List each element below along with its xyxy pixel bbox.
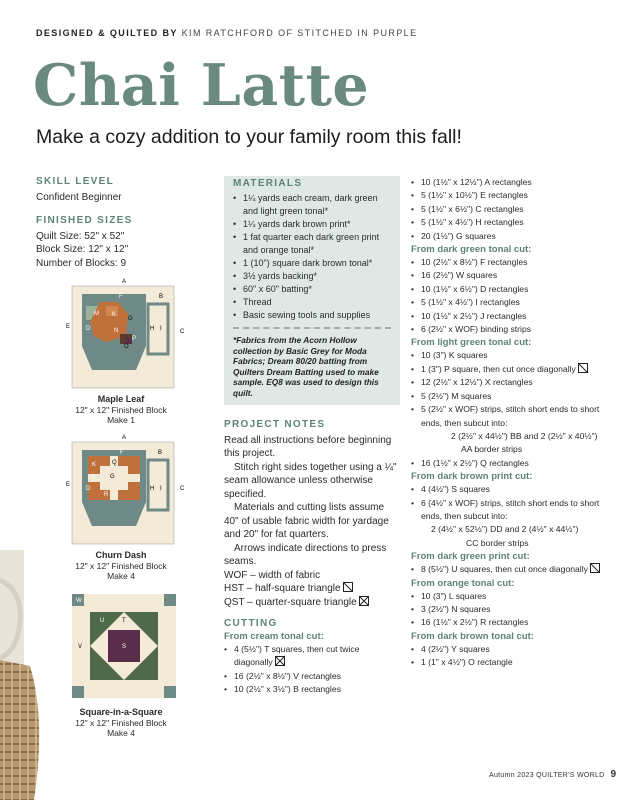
- list-item: • 10 (3") K squares: [411, 349, 611, 362]
- label-b: B: [159, 294, 164, 300]
- label-n: N: [114, 328, 119, 334]
- list-item: • 16 (2½") W squares: [411, 269, 611, 282]
- label-d: D: [86, 326, 91, 332]
- dark-green-print-heading: From dark green print cut:: [411, 551, 530, 563]
- label-h: H: [150, 486, 155, 492]
- list-item-subcut: 2 (2½" x 44½") BB and 2 (2½" x 40½"): [451, 430, 598, 441]
- list-item: • 1¼ yards dark brown print*: [233, 218, 391, 231]
- list-item: • 20 (1½") G squares: [411, 230, 611, 243]
- page-number: 9: [610, 769, 617, 780]
- pattern-title: Chai Latte: [33, 52, 370, 119]
- list-item: • 60" x 60" batting*: [233, 283, 391, 296]
- list-item: • 3½ yards backing*: [233, 270, 391, 283]
- list-item: • 5 (1½" x 10½") E rectangles: [411, 189, 611, 202]
- dark-brown-tonal-heading: From dark brown tonal cut:: [411, 630, 534, 642]
- materials-section: [224, 176, 400, 405]
- cream-tonal-heading: From cream tonal cut:: [224, 631, 324, 642]
- label-f: F: [120, 450, 124, 456]
- label-k: K: [112, 312, 117, 318]
- watermark: PassionForum.ru: [552, 787, 629, 797]
- label-a: A: [122, 279, 127, 285]
- list-item: • 1 (10") square dark brown tonal*: [233, 257, 391, 270]
- list-item: • 6 (2½" x WOF) binding strips: [411, 323, 611, 336]
- label-m: M: [94, 311, 99, 317]
- note-paragraph: Stitch right sides together using a ¼" seam allowance unless otherwise specified.: [224, 461, 397, 500]
- label-j: J: [68, 386, 71, 392]
- list-item: • 4 (2½") Y squares: [411, 643, 611, 656]
- label-e: E: [66, 324, 71, 330]
- dashed-divider: [233, 327, 391, 329]
- abbreviation-wof: WOF – width of fabric: [224, 569, 321, 581]
- block-make-count: Make 1: [107, 415, 135, 425]
- basket-photo: [0, 660, 48, 800]
- list-item: • 10 (1½" x 2½") J rectangles: [411, 310, 611, 323]
- label-t: T: [122, 618, 126, 624]
- list-item: • 4 (5½") T squares, then cut twice diagonally: [224, 643, 400, 670]
- list-item: • 10 (1½" x 12½") A rectangles: [411, 176, 611, 189]
- materials-note: *Fabrics from the Acorn Hollow collection by Basic Grey for Moda Fabrics; Dream 80/20 batting from Quilters Dream Batting used to make sample. EQ8 was used to design this quilt.: [233, 335, 379, 398]
- orange-tonal-heading: From orange tonal cut:: [411, 577, 515, 589]
- list-item: • 5 (2½") M squares: [411, 390, 611, 403]
- label-c: C: [180, 329, 185, 335]
- list-item-subcut: CC border strips: [466, 537, 529, 548]
- number-of-blocks: Number of Blocks: 9: [36, 257, 127, 269]
- list-item: • 10 (2½" x 8½") F rectangles: [411, 256, 611, 269]
- cutting-section: [224, 618, 400, 697]
- designer-credit: DESIGNED & QUILTED BY KIM RATCHFORD OF STITCHED IN PURPLE: [36, 28, 418, 38]
- block-name: Square-in-a-Square: [79, 707, 163, 717]
- hst-icon: [343, 582, 353, 592]
- label-g: G: [128, 316, 133, 322]
- block-name: Maple Leaf: [97, 394, 145, 404]
- skill-level-heading: SKILL LEVEL: [36, 176, 115, 187]
- churn-dash-caption: [56, 550, 186, 582]
- block-name: Churn Dash: [95, 550, 147, 560]
- note-paragraph: Materials and cutting lists assume 40" of usable fabric width for yardage and 20" for fat quarters.: [224, 502, 389, 540]
- materials-heading: MATERIALS: [233, 178, 303, 189]
- hst-icon: [590, 563, 600, 573]
- finished-sizes-heading: FINISHED SIZES: [36, 215, 133, 226]
- label-p: P: [132, 336, 137, 342]
- list-item: • 16 (2½" x 8½") V rectangles: [224, 670, 400, 683]
- label-d: D: [86, 486, 91, 492]
- label-h: H: [150, 326, 155, 332]
- list-item: • 16 (1½" x 2½") Q rectangles: [411, 457, 611, 470]
- abbreviation-qst: QST – quarter-square triangle: [224, 596, 400, 610]
- project-notes-section: [224, 418, 400, 609]
- label-g: G: [110, 474, 115, 480]
- block-make-count: Make 4: [107, 728, 135, 738]
- hst-icon: [578, 363, 588, 373]
- maple-leaf-block-diagram: [66, 278, 186, 394]
- square-in-a-square-block-diagram: [66, 592, 186, 704]
- list-item: • 1 fat quarter each dark green print and orange tonal*: [233, 231, 391, 257]
- quilt-size: Quilt Size: 52" x 52": [36, 230, 125, 242]
- block-size-caption: 12" x 12" Finished Block: [75, 717, 167, 728]
- square-in-a-square-caption: [56, 707, 186, 739]
- qst-icon: [275, 656, 285, 666]
- label-o: O: [124, 344, 129, 350]
- label-e: E: [66, 482, 71, 488]
- list-item: • Thread: [233, 296, 391, 309]
- pattern-subtitle: Make a cozy addition to your family room this fall!: [36, 126, 462, 148]
- block-size: Block Size: 12" x 12": [36, 244, 129, 255]
- dark-green-tonal-heading: From dark green tonal cut:: [411, 244, 532, 256]
- left-column: [36, 175, 216, 270]
- block-size-caption: 12" x 12" Finished Block: [75, 560, 167, 571]
- magazine-issue: Autumn 2023 QUILTER'S WORLD: [489, 772, 605, 779]
- list-item: • 4 (4½") S squares: [411, 483, 611, 496]
- dark-brown-print-heading: From dark brown print cut:: [411, 471, 533, 483]
- label-q: Q: [112, 460, 117, 466]
- abbreviation-hst: HST – half-square triangle: [224, 582, 400, 596]
- materials-box: [224, 176, 400, 405]
- label-b: B: [158, 450, 163, 456]
- list-item: • 8 (5½") U squares, then cut once diagonally: [411, 563, 611, 576]
- label-k: K: [92, 462, 97, 468]
- page-footer: [489, 769, 616, 780]
- note-paragraph: Read all instructions before beginning this project.: [224, 434, 392, 459]
- list-item: • 1¼ yards each cream, dark green and light green tonal*: [233, 192, 391, 218]
- label-i: I: [160, 326, 162, 332]
- qst-icon: [359, 596, 369, 606]
- note-paragraph: Arrows indicate directions to press seams.: [224, 542, 387, 567]
- list-item-subcut: AA border strips: [461, 444, 523, 455]
- list-item: • 1 (1" x 4½") O rectangle: [411, 656, 611, 669]
- mug-photo: [0, 540, 26, 680]
- maple-leaf-caption: [56, 394, 186, 426]
- label-i: I: [160, 486, 162, 492]
- list-item: • 1 (3") P square, then cut once diagonally: [411, 363, 611, 376]
- list-item: • 6 (4½" x WOF) strips, stitch short ends to short ends, then subcut into:: [411, 497, 611, 524]
- churn-dash-block-diagram: [66, 434, 186, 550]
- block-size-caption: 12" x 12" Finished Block: [75, 404, 167, 415]
- label-u: U: [100, 618, 105, 624]
- cutting-heading: CUTTING: [224, 618, 278, 629]
- block-make-count: Make 4: [107, 571, 135, 581]
- materials-list: [233, 192, 391, 322]
- label-a: A: [122, 435, 127, 441]
- label-f: F: [119, 294, 123, 300]
- list-item: • 5 (1½" x 4½") H rectangles: [411, 216, 611, 229]
- list-item: • 5 (2½" x WOF) strips, stitch short ends to short ends, then subcut into:: [411, 403, 611, 430]
- list-item: • 5 (1½" x 6½") C rectangles: [411, 203, 611, 216]
- label-w: W: [76, 598, 82, 604]
- cream-tonal-list: [224, 643, 400, 697]
- list-item: • 3 (2½") N squares: [411, 603, 611, 616]
- label-l: L: [92, 474, 96, 480]
- label-r: R: [104, 492, 109, 498]
- list-item: • 10 (1½" x 6½") D rectangles: [411, 283, 611, 296]
- list-item: • 16 (1½" x 2½") R rectangles: [411, 616, 611, 629]
- list-item: • Basic sewing tools and supplies: [233, 309, 391, 322]
- light-green-tonal-heading: From light green tonal cut:: [411, 337, 532, 349]
- list-item: • 10 (2½" x 3½") B rectangles: [224, 683, 400, 696]
- skill-level-value: Confident Beginner: [36, 191, 122, 203]
- project-notes-heading: PROJECT NOTES: [224, 419, 326, 430]
- label-s: S: [122, 644, 127, 650]
- list-item-subcut: 2 (4½" x 52½") DD and 2 (4½" x 44½"): [431, 524, 579, 535]
- label-c: C: [180, 486, 185, 492]
- list-item: • 10 (3") L squares: [411, 590, 611, 603]
- list-item: • 12 (2½" x 12½") X rectangles: [411, 376, 611, 389]
- label-v: V: [78, 644, 83, 650]
- list-item: • 5 (1½" x 4½") I rectangles: [411, 296, 611, 309]
- right-column: [411, 176, 611, 670]
